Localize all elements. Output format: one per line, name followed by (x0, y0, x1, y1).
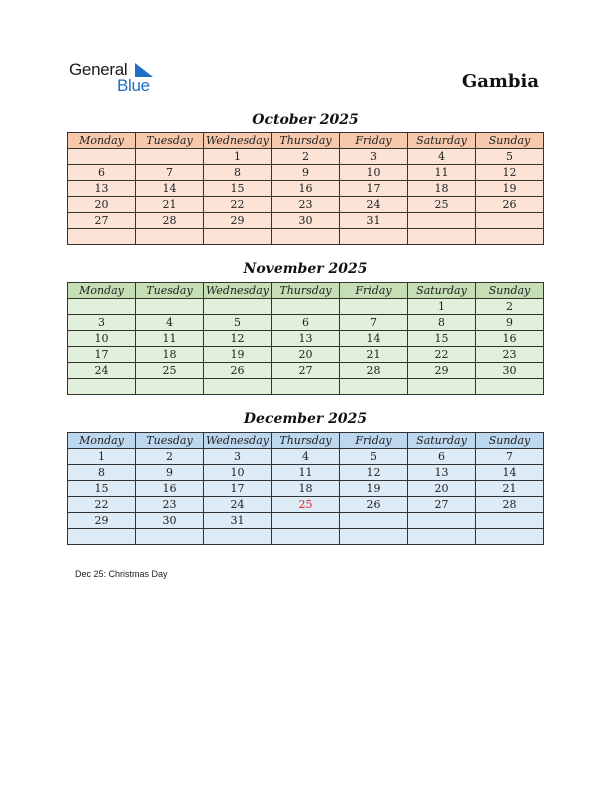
weekday-header-row (68, 283, 544, 299)
month-title: November 2025 (243, 261, 368, 277)
day-cell: 25 (408, 197, 476, 213)
day-cell: 26 (204, 363, 272, 379)
day-cell (408, 213, 476, 229)
day-cell: 3 (68, 315, 136, 331)
weekday-header: Friday (340, 283, 408, 299)
day-cell: 25 (136, 363, 204, 379)
day-cell: 5 (340, 449, 408, 465)
day-cell: 24 (68, 363, 136, 379)
day-cell: 30 (136, 513, 204, 529)
day-cell (136, 149, 204, 165)
day-cell: 9 (476, 315, 544, 331)
week-row (68, 331, 544, 347)
day-cell (136, 379, 204, 395)
day-cell: 15 (204, 181, 272, 197)
day-cell (136, 229, 204, 245)
day-cell (340, 229, 408, 245)
day-cell (476, 379, 544, 395)
week-row (68, 315, 544, 331)
generalblue-logo (69, 60, 159, 96)
week-row (68, 529, 544, 545)
day-cell: 3 (340, 149, 408, 165)
day-cell: 27 (68, 213, 136, 229)
day-cell: 23 (476, 347, 544, 363)
day-cell: 7 (476, 449, 544, 465)
logo-blue-text: Blue (117, 76, 150, 95)
day-cell: 11 (136, 331, 204, 347)
day-cell (476, 229, 544, 245)
weekday-header: Monday (68, 133, 136, 149)
day-cell: 29 (68, 513, 136, 529)
weekday-header: Friday (340, 133, 408, 149)
weekday-header: Sunday (476, 433, 544, 449)
day-cell: 22 (68, 497, 136, 513)
day-cell: 17 (340, 181, 408, 197)
day-cell (340, 513, 408, 529)
day-cell (408, 379, 476, 395)
day-cell: 7 (340, 315, 408, 331)
day-cell: 31 (204, 513, 272, 529)
week-row (68, 197, 544, 213)
day-cell: 23 (136, 497, 204, 513)
day-cell (408, 229, 476, 245)
day-cell: 18 (136, 347, 204, 363)
day-cell (204, 299, 272, 315)
week-row (68, 347, 544, 363)
day-cell: 17 (68, 347, 136, 363)
day-cell (204, 229, 272, 245)
day-cell: 14 (476, 465, 544, 481)
day-cell: 9 (272, 165, 340, 181)
weekday-header: Tuesday (136, 433, 204, 449)
day-cell: 18 (272, 481, 340, 497)
day-cell (68, 149, 136, 165)
week-row (68, 229, 544, 245)
day-cell: 17 (204, 481, 272, 497)
day-cell: 10 (68, 331, 136, 347)
day-cell: 21 (340, 347, 408, 363)
day-cell: 19 (204, 347, 272, 363)
day-cell (272, 379, 340, 395)
weekday-header: Wednesday (204, 283, 272, 299)
holiday-day-cell: 25 (272, 497, 340, 513)
month-title: December 2025 (243, 411, 368, 427)
day-cell: 29 (204, 213, 272, 229)
day-cell: 11 (408, 165, 476, 181)
day-cell (136, 529, 204, 545)
day-cell: 12 (476, 165, 544, 181)
day-cell (408, 513, 476, 529)
day-cell: 9 (136, 465, 204, 481)
day-cell: 28 (340, 363, 408, 379)
day-cell (68, 229, 136, 245)
month-calendar-table (67, 432, 544, 545)
week-row (68, 497, 544, 513)
day-cell (68, 299, 136, 315)
day-cell: 26 (476, 197, 544, 213)
day-cell: 26 (340, 497, 408, 513)
week-row (68, 513, 544, 529)
day-cell (68, 379, 136, 395)
day-cell: 14 (136, 181, 204, 197)
day-cell: 6 (272, 315, 340, 331)
day-cell: 21 (476, 481, 544, 497)
logo-flag-icon (135, 63, 155, 77)
day-cell: 15 (408, 331, 476, 347)
day-cell (476, 529, 544, 545)
day-cell: 27 (272, 363, 340, 379)
day-cell: 6 (68, 165, 136, 181)
weekday-header-row (68, 133, 544, 149)
week-row (68, 165, 544, 181)
day-cell (272, 513, 340, 529)
day-cell: 23 (272, 197, 340, 213)
day-cell: 19 (476, 181, 544, 197)
day-cell: 8 (204, 165, 272, 181)
weekday-header: Sunday (476, 283, 544, 299)
weekday-header: Tuesday (136, 283, 204, 299)
weekday-header: Thursday (272, 283, 340, 299)
day-cell: 4 (272, 449, 340, 465)
day-cell: 22 (408, 347, 476, 363)
day-cell: 10 (340, 165, 408, 181)
week-row (68, 465, 544, 481)
day-cell (272, 229, 340, 245)
week-row (68, 181, 544, 197)
day-cell: 31 (340, 213, 408, 229)
day-cell: 5 (476, 149, 544, 165)
week-row (68, 213, 544, 229)
day-cell: 1 (68, 449, 136, 465)
day-cell: 12 (340, 465, 408, 481)
day-cell: 3 (204, 449, 272, 465)
day-cell: 28 (476, 497, 544, 513)
day-cell: 10 (204, 465, 272, 481)
day-cell: 13 (272, 331, 340, 347)
day-cell (340, 529, 408, 545)
day-cell: 18 (408, 181, 476, 197)
day-cell: 20 (68, 197, 136, 213)
day-cell: 24 (340, 197, 408, 213)
logo-general-text: General (69, 60, 128, 79)
day-cell (476, 513, 544, 529)
day-cell: 30 (272, 213, 340, 229)
week-row (68, 363, 544, 379)
day-cell: 21 (136, 197, 204, 213)
day-cell: 8 (408, 315, 476, 331)
day-cell: 13 (68, 181, 136, 197)
day-cell: 16 (136, 481, 204, 497)
day-cell: 2 (476, 299, 544, 315)
day-cell: 1 (408, 299, 476, 315)
day-cell: 7 (136, 165, 204, 181)
day-cell (476, 213, 544, 229)
week-row (68, 449, 544, 465)
day-cell: 24 (204, 497, 272, 513)
weekday-header: Saturday (408, 433, 476, 449)
day-cell: 22 (204, 197, 272, 213)
day-cell (340, 379, 408, 395)
day-cell: 30 (476, 363, 544, 379)
day-cell: 16 (476, 331, 544, 347)
day-cell: 29 (408, 363, 476, 379)
day-cell: 12 (204, 331, 272, 347)
month-calendar-table (67, 132, 544, 245)
day-cell (68, 529, 136, 545)
country-title: Gambia (461, 71, 539, 92)
day-cell: 4 (136, 315, 204, 331)
weekday-header: Saturday (408, 283, 476, 299)
weekday-header-row (68, 433, 544, 449)
day-cell: 20 (272, 347, 340, 363)
weekday-header: Wednesday (204, 133, 272, 149)
weekday-header: Friday (340, 433, 408, 449)
day-cell: 2 (136, 449, 204, 465)
day-cell: 27 (408, 497, 476, 513)
day-cell: 13 (408, 465, 476, 481)
week-row (68, 149, 544, 165)
weekday-header: Saturday (408, 133, 476, 149)
weekday-header: Monday (68, 283, 136, 299)
week-row (68, 379, 544, 395)
day-cell: 14 (340, 331, 408, 347)
day-cell: 15 (68, 481, 136, 497)
day-cell: 2 (272, 149, 340, 165)
day-cell: 1 (204, 149, 272, 165)
weekday-header: Monday (68, 433, 136, 449)
month-calendar-table (67, 282, 544, 395)
day-cell: 20 (408, 481, 476, 497)
day-cell (204, 379, 272, 395)
day-cell (204, 529, 272, 545)
day-cell (272, 299, 340, 315)
day-cell: 6 (408, 449, 476, 465)
day-cell (272, 529, 340, 545)
day-cell (408, 529, 476, 545)
week-row (68, 481, 544, 497)
day-cell: 5 (204, 315, 272, 331)
day-cell: 16 (272, 181, 340, 197)
weekday-header: Thursday (272, 433, 340, 449)
day-cell: 19 (340, 481, 408, 497)
day-cell: 28 (136, 213, 204, 229)
weekday-header: Sunday (476, 133, 544, 149)
day-cell: 11 (272, 465, 340, 481)
week-row (68, 299, 544, 315)
holiday-note: Dec 25: Christmas Day (75, 569, 168, 579)
day-cell (136, 299, 204, 315)
weekday-header: Thursday (272, 133, 340, 149)
day-cell: 8 (68, 465, 136, 481)
weekday-header: Wednesday (204, 433, 272, 449)
weekday-header: Tuesday (136, 133, 204, 149)
day-cell (340, 299, 408, 315)
day-cell: 4 (408, 149, 476, 165)
month-title: October 2025 (252, 112, 359, 128)
